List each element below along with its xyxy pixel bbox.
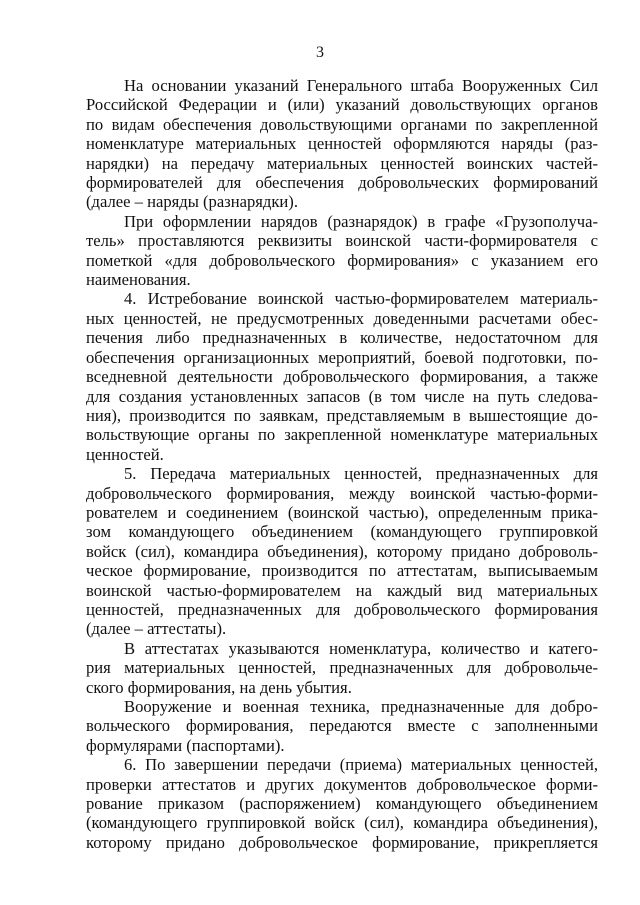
text-line: обеспечения организационных мероприятий, боевой подготовки, по-	[86, 347, 598, 367]
paragraph	[86, 464, 598, 639]
text-line: добровольческого формирования, между воинской частью-форми-	[86, 483, 598, 503]
text-line: рователем и соединением (воинской частью), определенным прика-	[86, 502, 598, 522]
text-line: Вооружение и военная техника, предназначенные для добро-	[124, 697, 598, 716]
text-line: рия материальных ценностей, предназначенных для добровольче-	[86, 658, 598, 678]
paragraph	[86, 212, 598, 290]
text-line: наименования.	[86, 270, 191, 290]
text-line: (далее – наряды (разнарядки).	[86, 192, 298, 212]
text-line: номенклатуре материальных ценностей оформляются наряды (раз-	[86, 134, 598, 154]
text-line: рование приказом (распоряжением) командующего объединением	[86, 794, 598, 814]
text-line: ния), производится по заявкам, представляемым в вышестоящие до-	[86, 405, 598, 425]
text-line: (далее – аттестаты).	[86, 619, 227, 639]
page-number: 3	[316, 44, 324, 61]
paragraph	[86, 639, 598, 697]
paragraph	[86, 289, 598, 464]
text-line: вольствующие органы по закрепленной номенклатуре материальных	[86, 425, 598, 445]
text-line: для создания установленных запасов (в том числе на путь следова-	[86, 386, 598, 406]
text-line: 5. Передача материальных ценностей, предназначенных для	[124, 464, 598, 484]
text-line: тель» проставляются реквизиты воинской части-формирователя с	[86, 231, 598, 251]
text-line: 6. По завершении передачи (приема) материальных ценностей,	[124, 755, 598, 775]
text-line: вседневной деятельности добровольческого формирования, а также	[86, 367, 598, 387]
text-line: по видам обеспечения довольствующими органами по закрепленной	[86, 114, 598, 134]
text-line: На основании указаний Генерального штаба Вооруженных Сил	[124, 76, 598, 95]
text-line: 4. Истребование воинской частью-формирователем материаль-	[124, 289, 598, 309]
text-line: В аттестатах указываются номенклатура, количество и катего-	[124, 638, 598, 658]
text-line: ных ценностей, не предусмотренных доведенными расчетами обес-	[86, 308, 598, 328]
text-line: При оформлении нарядов (разнарядок) в графе «Грузополуча-	[124, 211, 598, 231]
paragraph	[86, 697, 598, 755]
text-line: Российской Федерации и (или) указаний довольствующих органов	[86, 95, 598, 115]
paragraph	[86, 76, 598, 212]
text-line: пометкой «для добровольческого формирования» с указанием его	[86, 250, 598, 270]
text-line: формирователей для обеспечения добровольческих формирований	[86, 173, 598, 193]
paragraph	[86, 755, 598, 852]
text-line: ценностей.	[86, 444, 164, 464]
text-line: ценностей, предназначенных для добровольческого формирования	[86, 599, 598, 619]
text-line: зом командующего объединением (командующего группировкой	[86, 522, 598, 542]
text-line: которому придано добровольческое формирование, прикрепляется	[86, 832, 598, 852]
document-body	[86, 76, 598, 852]
text-line: (командующего группировкой войск (сил), командира объединения),	[86, 813, 598, 833]
text-line: вольческого формирования, передаются вместе с заполненными	[86, 716, 598, 736]
text-line: войск (сил), командира объединения), которому придано доброволь-	[86, 541, 598, 561]
text-line: проверки аттестатов и других документов добровольческое форми-	[86, 774, 598, 794]
text-line: ческое формирование, производится по аттестатам, выписываемым	[86, 561, 598, 581]
text-line: печения либо предназначенных в количестве, недостаточном для	[86, 328, 598, 348]
text-line: формулярами (паспортами).	[86, 735, 285, 755]
text-line: нарядки) на передачу материальных ценностей воинских частей-	[86, 153, 598, 173]
text-line: воинской частью-формирователем на каждый вид материальных	[86, 580, 598, 600]
text-line: ского формирования, на день убытия.	[86, 677, 352, 697]
